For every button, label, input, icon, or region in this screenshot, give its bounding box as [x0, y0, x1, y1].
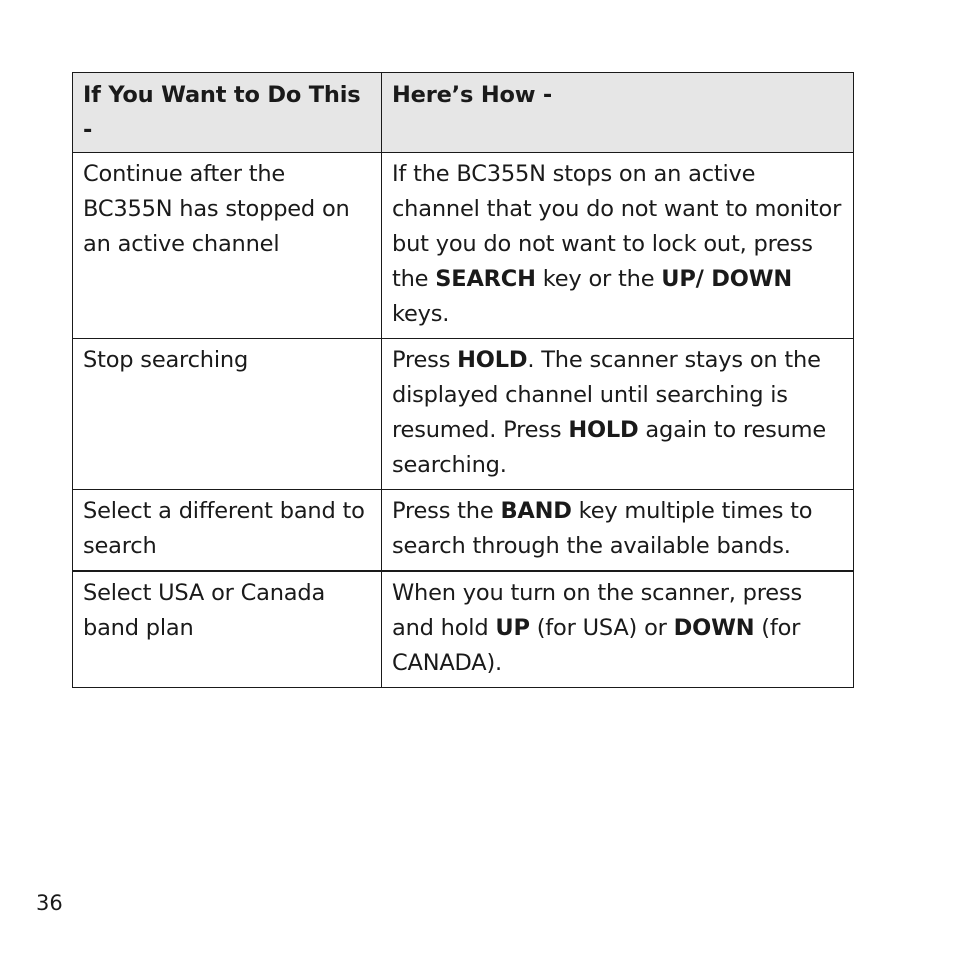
table-row — [73, 153, 854, 339]
table-header-row — [73, 73, 854, 153]
how-cell: Press the BAND key multiple times to search through the available bands. — [382, 490, 854, 572]
how-cell: When you turn on the scanner, press and hold UP (for USA) or DOWN (for CANADA). — [382, 571, 854, 688]
how-cell: Press HOLD. The scanner stays on the displayed channel until searching is resumed. Press HOLD again to resume searching. — [382, 339, 854, 490]
page-number: 36 — [36, 891, 63, 915]
key-down: DOWN — [673, 615, 755, 641]
task-cell: Stop searching — [73, 339, 382, 490]
task-cell: Select USA or Canada band plan — [73, 571, 382, 688]
task-cell: Continue after the BC355N has stopped on an active channel — [73, 153, 382, 339]
table-row — [73, 339, 854, 490]
how-cell: If the BC355N stops on an active channel that you do not want to monitor but you do not want to lock out, press the SEARCH key or the UP/ DOWN keys. — [382, 153, 854, 339]
key-band: BAND — [500, 498, 572, 524]
header-how: Here’s How - — [382, 73, 854, 153]
key-hold: HOLD — [568, 417, 639, 443]
key-hold: HOLD — [457, 347, 528, 373]
key-up: UP — [495, 615, 530, 641]
table-row — [73, 490, 854, 572]
key-up-down: UP/ DOWN — [661, 266, 792, 292]
task-cell: Select a different band to search — [73, 490, 382, 572]
table-row — [73, 571, 854, 688]
instructions-table — [72, 72, 854, 688]
header-task: If You Want to Do This - — [73, 73, 382, 153]
key-search: SEARCH — [435, 266, 536, 292]
